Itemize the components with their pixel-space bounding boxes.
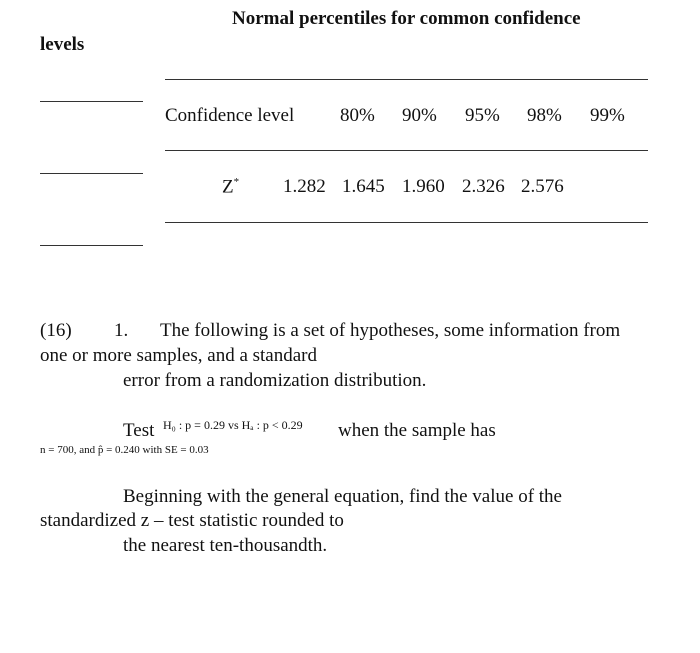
problem-line-3: error from a randomization distribution.: [123, 370, 427, 391]
z-value-row: [0, 176, 700, 202]
z-label: Z*: [222, 176, 240, 198]
page-title-continued: levels: [40, 34, 85, 55]
stub-line-1: [40, 101, 143, 102]
level-cell: 80%: [340, 105, 375, 126]
page-title: Normal percentiles for common confidence: [232, 8, 581, 29]
z-value-cell: 1.282: [283, 176, 326, 197]
table-rule-middle: [165, 150, 648, 151]
problem-line-2: one or more samples, and a standard: [40, 345, 317, 366]
problem-number: (16): [40, 320, 72, 341]
table-rule-bottom: [165, 222, 648, 223]
instruction-line-2: standardized z – test statistic rounded to: [40, 510, 344, 531]
problem-item: 1.: [114, 320, 129, 341]
confidence-level-label: Confidence level: [165, 105, 295, 126]
level-cell: 90%: [402, 105, 437, 126]
table-rule-top: [165, 79, 648, 80]
z-value-cell: 2.576: [521, 176, 564, 197]
instruction-line-3: the nearest ten-thousandth.: [123, 535, 328, 556]
test-word: Test: [123, 420, 155, 441]
test-tail: when the sample has: [338, 420, 496, 441]
hypothesis-statement: H₀ : p = 0.29 vs Hₐ : p < 0.29: [163, 418, 303, 432]
stub-line-2: [40, 173, 143, 174]
level-cell: 99%: [590, 105, 625, 126]
z-value-cell: 1.645: [342, 176, 385, 197]
z-value-cell: 1.960: [402, 176, 445, 197]
instruction-line-1: Beginning with the general equation, find the value of the: [123, 486, 562, 507]
sample-info: n = 700, and p̂ = 0.240 with SE = 0.03: [40, 444, 209, 456]
stub-line-3: [40, 245, 143, 246]
confidence-level-row: [0, 105, 700, 131]
level-cell: 98%: [527, 105, 562, 126]
z-value-cell: 2.326: [462, 176, 505, 197]
level-cell: 95%: [465, 105, 500, 126]
problem-line-1: The following is a set of hypotheses, some information from: [160, 320, 621, 341]
